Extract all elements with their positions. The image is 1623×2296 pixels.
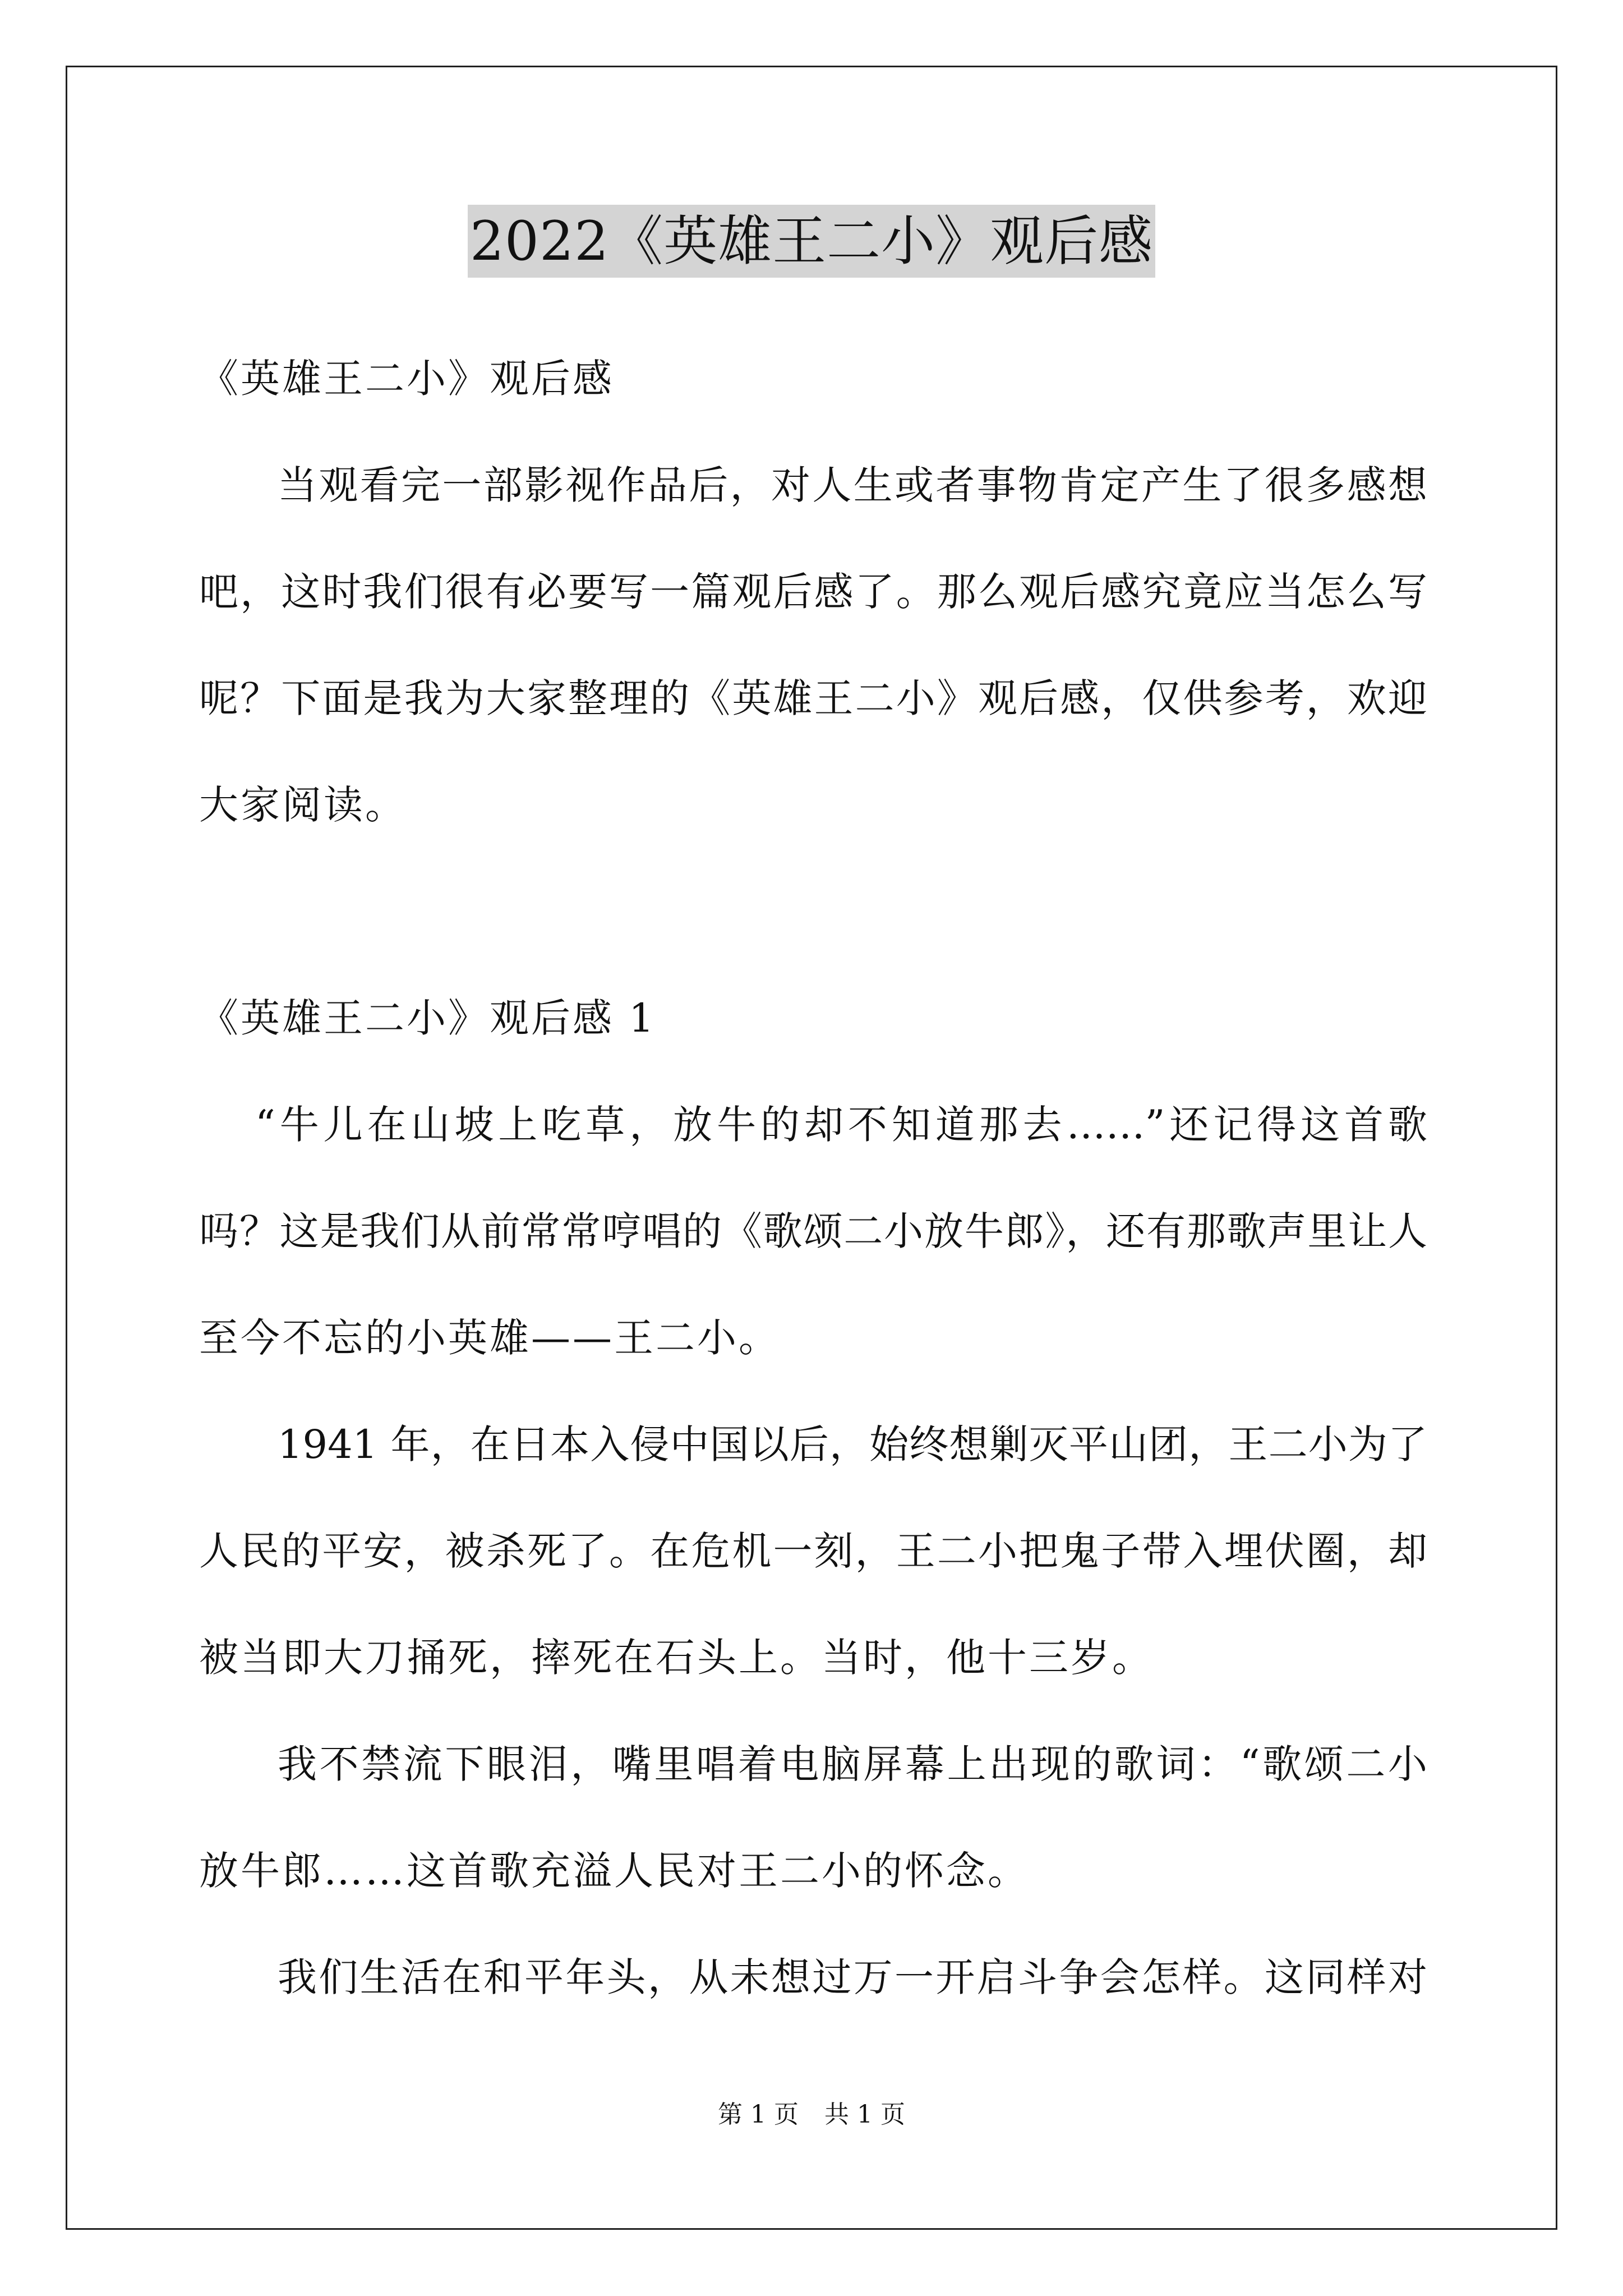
paragraph-line: 至今不忘的小英雄——王二小。 (199, 1315, 780, 1361)
paragraph-line: 被当即大刀捅死，摔死在石头上。当时，他十三岁。 (199, 1635, 1154, 1681)
title-container (0, 205, 1623, 278)
paragraph-line: 我不禁流下眼泪，嘴里唱着电脑屏幕上出现的歌词：“歌颂二小 (278, 1741, 1427, 1787)
paragraph-line: 人民的平安，被杀死了。在危机一刻，王二小把鬼子带入埋伏圈，却 (199, 1528, 1427, 1574)
page-total: 共 1 页 (824, 2100, 905, 2129)
paragraph-line: 呢？下面是我为大家整理的《英雄王二小》观后感，仅供参考，欢迎 (199, 675, 1427, 721)
paragraph-line: 放牛郎……这首歌充溢人民对王二小的怀念。 (199, 1848, 1029, 1894)
paragraph-line: 吧，这时我们很有必要写一篇观后感了。那么观后感究竟应当怎么写 (199, 569, 1427, 615)
paragraph-line: 当观看完一部影视作品后，对人生或者事物肯定产生了很多感想 (278, 462, 1427, 508)
paragraph-line: 我们生活在和平年头，从未想过万一开启斗争会怎样。这同样对 (278, 1954, 1427, 2000)
document-title: 2022《英雄王二小》观后感 (468, 205, 1155, 278)
paragraph-line: 吗？这是我们从前常常哼唱的《歌颂二小放牛郎》，还有那歌声里让人 (199, 1208, 1427, 1254)
paragraph-line: 1941 年，在日本入侵中国以后，始终想剿灭平山团，王二小为了 (278, 1421, 1427, 1467)
page-footer (0, 2098, 1623, 2132)
subtitle-line: 《英雄王二小》观后感 (199, 356, 614, 402)
page-number: 第 1 页 (718, 2100, 799, 2129)
paragraph-line: 大家阅读。 (199, 782, 407, 828)
section-heading: 《英雄王二小》观后感 1 (199, 995, 656, 1041)
paragraph-line: “牛儿在山坡上吃草，放牛的却不知道那去……”还记得这首歌 (255, 1102, 1427, 1148)
